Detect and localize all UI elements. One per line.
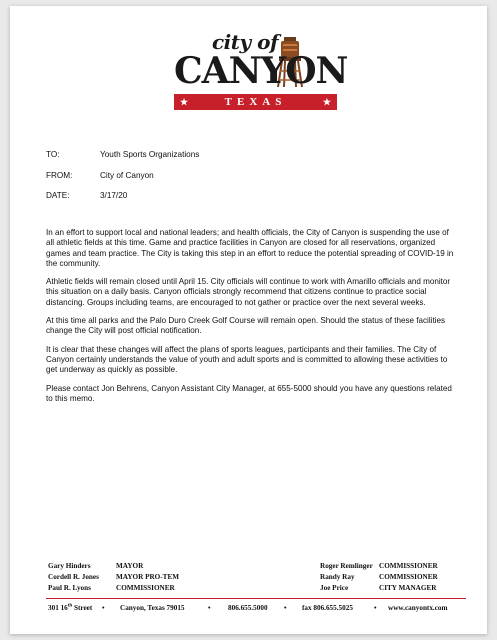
city-of-canyon-logo	[170, 30, 348, 112]
officials-row	[32, 573, 472, 583]
official-name: Gary Hinders	[48, 562, 91, 570]
logo-texas-banner	[174, 94, 337, 110]
official-title: COMMISSIONER	[379, 562, 438, 570]
official-name: Roger Remlinger	[320, 562, 373, 570]
official-name: Joe Price	[320, 584, 349, 592]
city-state-zip: Canyon, Texas 79015	[120, 604, 185, 612]
logo-canyon-text: CANYON	[174, 50, 348, 92]
memo-to-label: TO:	[46, 150, 60, 159]
fax-number: fax 806.655.5025	[302, 604, 353, 612]
logo-texas-text: TEXAS	[224, 96, 287, 108]
official-name: Cordell R. Jones	[48, 573, 99, 581]
official-title: CITY MANAGER	[379, 584, 437, 592]
memo-paragraph: Please contact Jon Behrens, Canyon Assistant City Manager, at 655-5000 should you have any questions related to this memo.	[46, 383, 452, 403]
address-line	[32, 604, 472, 614]
street-address: 301 16th Street	[48, 603, 93, 612]
memo-to-value: Youth Sports Organizations	[100, 150, 200, 159]
memo-date-label: DATE:	[46, 191, 70, 200]
official-title: COMMISSIONER	[116, 584, 175, 592]
bullet-separator: •	[374, 604, 377, 612]
memo-body	[46, 228, 458, 412]
bullet-separator: •	[284, 604, 287, 612]
star-icon: ★	[180, 97, 189, 107]
memo-paragraph: At this time all parks and the Palo Duro Creek Golf Course will remain open. Should the status of these facilities change the City will post official notification.	[46, 316, 446, 336]
official-title: MAYOR PRO-TEM	[116, 573, 180, 581]
bullet-separator: •	[208, 604, 211, 612]
memo-paragraph: In an effort to support local and national leaders; and health officials, the City of Canyon is suspending the use of all athletic fields at this time. Game and practice facilities in Canyon are closed for all reservations, organized games and team practice. The City is taking this step in an effort to reduce the potential spreading of COVID-19 in the community.	[46, 228, 454, 268]
phone-number: 806.655.5000	[228, 604, 268, 612]
memo-paragraph: Athletic fields will remain closed until April 15. City officials will continue to work with Amarillo officials and monitor this situation on a daily basis. Canyon officials strongly recommend that citizens continue to practice social distancing. Groups including teams, are encouraged to not gather or practice over the next several weeks.	[46, 277, 451, 307]
memo-date-value: 3/17/20	[100, 191, 128, 200]
logo-city-of-text: city of	[212, 30, 279, 54]
footer-divider	[46, 598, 466, 599]
memo-page	[10, 6, 487, 634]
official-name: Paul R. Lyons	[48, 584, 91, 592]
official-name: Randy Ray	[320, 573, 355, 581]
memo-from-value: City of Canyon	[100, 171, 154, 180]
star-icon: ★	[322, 97, 331, 107]
officials-row	[32, 562, 472, 572]
bullet-separator: •	[102, 604, 105, 612]
officials-row	[32, 584, 472, 594]
official-title: MAYOR	[116, 562, 144, 570]
website-link[interactable]: www.canyontx.com	[388, 604, 448, 612]
official-title: COMMISSIONER	[379, 573, 438, 581]
memo-paragraph: It is clear that these changes will affect the plans of sports leagues, participants and their families. The City of Canyon certainly understands the value of youth and adult sports and is committed to allowing these activities to get underway as quickly as possible.	[46, 344, 448, 375]
memo-from-label: FROM:	[46, 171, 73, 180]
